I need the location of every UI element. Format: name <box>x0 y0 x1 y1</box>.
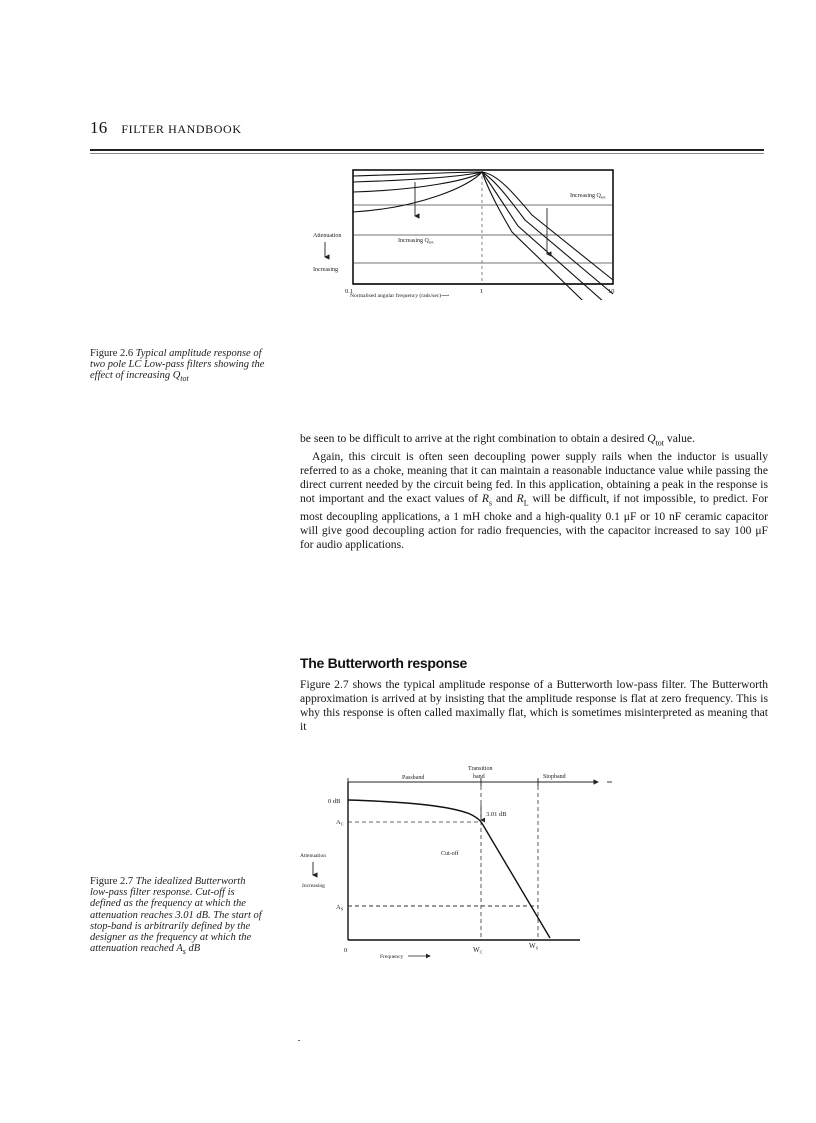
body-text-block-1 <box>300 432 768 552</box>
section-heading: The Butterworth response <box>300 655 468 671</box>
running-title: FILTER HANDBOOK <box>121 122 242 136</box>
body-text-block-2 <box>300 678 768 734</box>
fig27-label-transition: Transition <box>468 766 493 772</box>
para2-rs: R <box>481 491 489 505</box>
fig27-label-band: band <box>473 774 485 780</box>
fig27-response-curve <box>348 800 550 938</box>
fig26-x-tick-3: 10 <box>608 288 615 295</box>
header-rule-thin <box>90 153 764 154</box>
fig26-caption-text: Typical amplitude response of two pole LC Low-pass filters showing the effect of increasing Q <box>90 348 265 382</box>
fig27-label-0db: 0 dB <box>328 798 341 805</box>
para2-text-c: will be difficult, if not impossible, to predict. For most decoupling applications, a 1 mH choke and a high-quality 0.1 μF or 10 nF ceramic capacitor will give good decoupling action for radio frequencies, with the capacitor increased to say 100 μF for audio applications. <box>300 491 768 551</box>
paragraph-1 <box>300 432 768 450</box>
scan-speck <box>298 1040 300 1041</box>
paragraph-2 <box>300 450 768 552</box>
para2-rl: R <box>516 491 524 505</box>
para2-rl-sub: L <box>523 498 529 508</box>
running-header <box>90 118 242 138</box>
fig26-curve-1 <box>353 172 613 280</box>
fig27-label-origin: 0 <box>344 947 348 954</box>
para2-rs-sub: s <box>488 498 493 508</box>
fig26-annotation-mid: Increasing $Q_{tot}$ <box>398 238 434 245</box>
fig27-label-ac: $A_C$ <box>336 819 344 827</box>
fig27-label-passband: Passband <box>402 775 425 781</box>
fig27-label-ws: $W_S$ <box>529 942 539 951</box>
fig26-frame <box>353 170 613 284</box>
para1-text-b: value. <box>664 432 695 445</box>
fig26-caption-sub: tot <box>180 374 189 384</box>
fig26-annotation-top: Increasing $Q_{tot}$ <box>570 193 606 200</box>
fig27-label-as: $A_S$ <box>336 904 344 912</box>
header-rule <box>90 149 764 151</box>
page-number: 16 <box>90 118 108 137</box>
fig26-curve-3 <box>353 172 613 300</box>
fig26-caption-lead: Figure 2.6 <box>90 348 134 359</box>
fig27-caption-sub: s <box>182 947 186 957</box>
fig27-label-cutoff: Cut-off <box>441 851 459 857</box>
fig27-y-label-2: Increasing <box>302 883 325 889</box>
fig27-label-301: 3.01 dB <box>486 811 507 818</box>
para1-q-sub: tot <box>655 438 665 448</box>
fig26-y-label-1: Attenuation <box>313 233 342 239</box>
figure-2-6-plot <box>270 160 650 300</box>
fig26-x-tick-1: 0.1 <box>345 288 354 295</box>
fig27-label-wc: $W_C$ <box>473 946 483 955</box>
para2-text-a: Again, this circuit is often seen decoupling power supply rails when the inductor is usually referred to as a choke, meaning that it can maintain a reasonable inductance value while passing the direct current needed by the circuit being fed. In this application, obtaining a peak in the response is not important and the exact values of <box>300 450 768 505</box>
fig27-y-label-1: Attenuation <box>300 853 326 859</box>
fig26-x-axis-label-wrap <box>350 288 550 300</box>
fig27-caption-lead: Figure 2.7 <box>90 876 134 887</box>
paragraph-3: Figure 2.7 shows the typical amplitude response of a Butterworth low-pass filter. The Butterworth approximation is arrived at by insisting that the amplitude response is flat at zero frequency. This is why this response is often called maximally flat, which is sometimes misinterpreted as meaning that it <box>300 678 768 733</box>
para1-q: Q <box>647 432 656 445</box>
figure-2-7-plot <box>280 758 630 976</box>
fig26-curve-4 <box>353 172 613 300</box>
fig26-x-axis-label: Normalised angular frequency (rads/sec)⟶ <box>350 293 450 299</box>
para1-text-a: be seen to be difficult to arrive at the right combination to obtain a desired <box>300 432 648 445</box>
para2-text-b: and <box>492 491 517 505</box>
fig27-x-axis-label: Frequency <box>380 954 404 960</box>
figure-2-7-caption <box>90 876 265 958</box>
fig26-y-label-2: Increasing <box>313 267 338 273</box>
fig27-label-stopband: Stopband <box>543 774 566 780</box>
fig27-caption-text: The idealized Butterworth low-pass filter response. Cut-off is defined as the frequency at which the attenuation reaches 3.01 dB. The start of stop-band is arbitrarily defined by the designer as the frequency at which the attenuation reached A <box>90 876 262 955</box>
fig26-x-tick-2: 1 <box>480 288 484 295</box>
figure-2-6-caption <box>90 348 265 385</box>
fig27-caption-end: dB <box>185 943 201 955</box>
